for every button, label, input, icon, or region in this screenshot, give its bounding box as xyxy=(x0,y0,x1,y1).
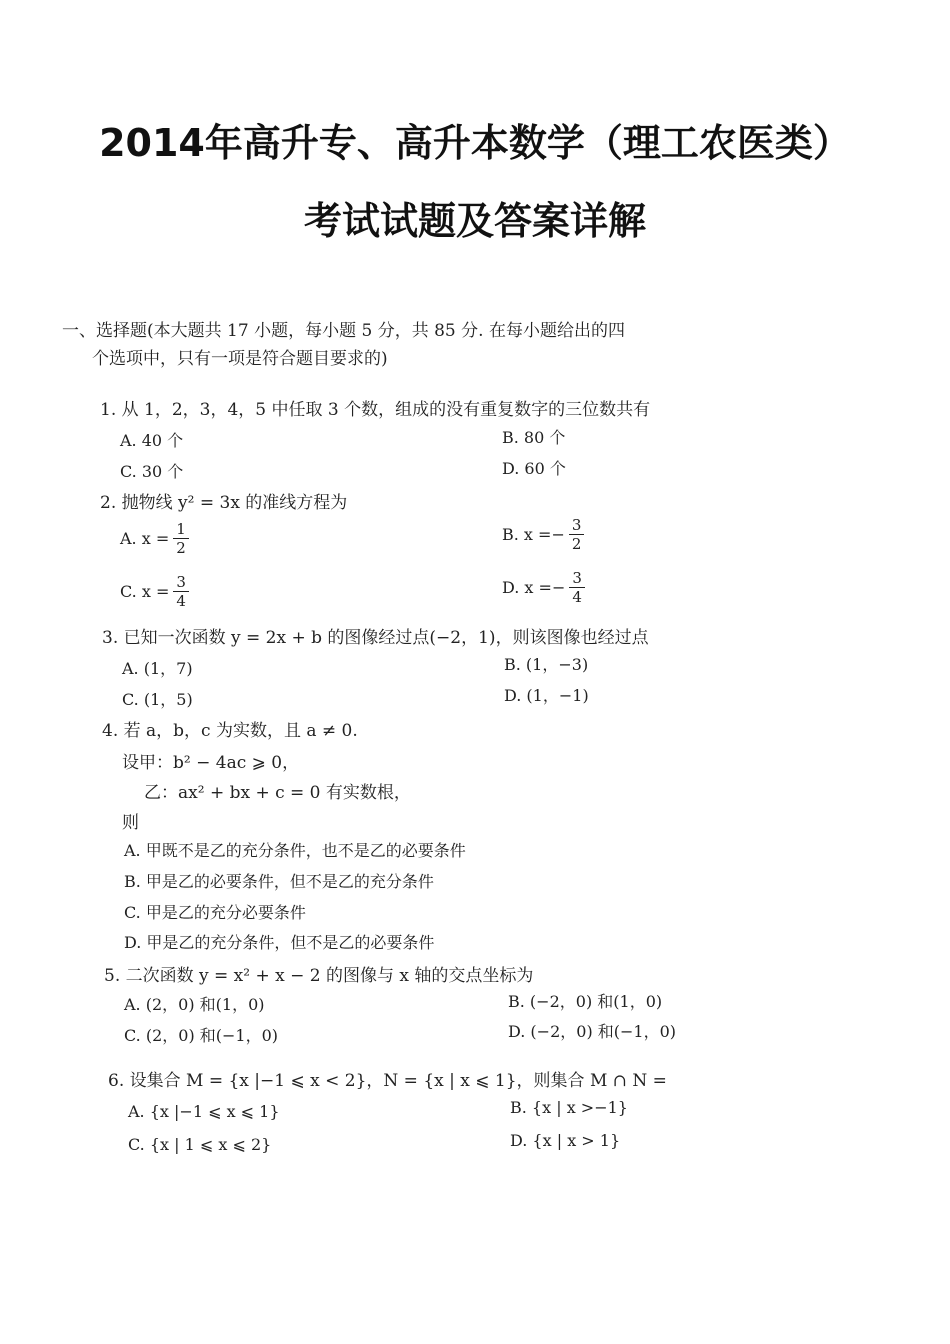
option-d-prefix: D. x =− xyxy=(502,578,566,597)
question-4-then: 则 xyxy=(122,813,139,833)
option-b-prefix: B. x =− xyxy=(502,525,565,544)
document-title-line1: 2014年高升专、高升本数学（理工农医类） xyxy=(99,121,851,165)
question-5-option-b: B. (−2，0) 和(1，0) xyxy=(508,992,663,1011)
numerator: 3 xyxy=(569,569,585,588)
denominator: 4 xyxy=(176,592,186,610)
question-6-stem: 6. 设集合 M = {x |−1 ⩽ x < 2}，N = {x | x ⩽ 1}，则集合 M ∩ N = xyxy=(108,1071,667,1091)
option-c-prefix: C. x = xyxy=(120,582,170,601)
question-2-option-b xyxy=(502,516,584,553)
question-4-stem: 4. 若 a，b，c 为实数，且 a ≠ 0. xyxy=(102,721,358,741)
denominator: 4 xyxy=(572,588,582,606)
question-3-stem: 3. 已知一次函数 y = 2x + b 的图像经过点(−2，1)，则该图像也经过点 xyxy=(102,628,649,648)
numerator: 3 xyxy=(173,573,189,592)
question-1-option-a: A. 40 个 xyxy=(120,431,184,450)
fraction xyxy=(569,569,585,606)
question-5-option-c: C. (2，0) 和(−1，0) xyxy=(124,1026,279,1045)
question-6-option-b: B. {x | x >−1} xyxy=(510,1098,628,1117)
question-4-condition-jia: 设甲：b² − 4ac ⩾ 0， xyxy=(122,753,300,773)
question-1-option-b: B. 80 个 xyxy=(502,428,566,447)
question-6-option-a: A. {x |−1 ⩽ x ⩽ 1} xyxy=(128,1102,280,1121)
fraction xyxy=(173,520,189,557)
question-6-option-d: D. {x | x > 1} xyxy=(510,1131,621,1150)
question-2-option-d xyxy=(502,569,585,606)
question-4-option-b: B. 甲是乙的必要条件，但不是乙的充分条件 xyxy=(124,872,434,891)
fraction xyxy=(569,516,585,553)
question-4-option-d: D. 甲是乙的充分条件，但不是乙的必要条件 xyxy=(124,933,435,952)
question-6-option-c: C. {x | 1 ⩽ x ⩽ 2} xyxy=(128,1135,272,1154)
denominator: 2 xyxy=(571,535,582,553)
question-5-option-d: D. (−2，0) 和(−1，0) xyxy=(508,1022,677,1041)
question-2-option-c xyxy=(120,573,189,610)
question-1-stem: 1. 从 1，2，3，4，5 中任取 3 个数，组成的没有重复数字的三位数共有 xyxy=(100,400,651,420)
question-1-option-d: D. 60 个 xyxy=(502,459,566,478)
numerator: 3 xyxy=(569,516,585,535)
section-heading-line2: 个选项中，只有一项是符合题目要求的) xyxy=(92,349,388,369)
question-4-option-c: C. 甲是乙的充分必要条件 xyxy=(124,903,306,922)
question-3-option-c: C. (1，5) xyxy=(122,690,193,709)
question-4-condition-yi: 乙：ax² + bx + c = 0 有实数根， xyxy=(144,783,411,803)
question-2-stem: 2. 抛物线 y² = 3x 的准线方程为 xyxy=(100,493,348,513)
denominator: 2 xyxy=(176,539,186,557)
question-3-option-b: B. (1，−3) xyxy=(504,655,589,674)
question-5-option-a: A. (2，0) 和(1，0) xyxy=(124,995,265,1014)
question-2-option-a xyxy=(120,520,189,557)
question-4-option-a: A. 甲既不是乙的充分条件，也不是乙的必要条件 xyxy=(124,841,466,860)
question-3-option-a: A. (1，7) xyxy=(122,659,193,678)
fraction xyxy=(173,573,189,610)
question-1-option-c: C. 30 个 xyxy=(120,462,184,481)
option-a-prefix: A. x = xyxy=(120,529,170,548)
question-5-stem: 5. 二次函数 y = x² + x − 2 的图像与 x 轴的交点坐标为 xyxy=(104,966,534,986)
question-3-option-d: D. (1，−1) xyxy=(504,686,589,705)
numerator: 1 xyxy=(173,520,189,539)
document-title-line2: 考试试题及答案详解 xyxy=(303,199,646,243)
section-heading-line1: 一、选择题(本大题共 17 小题，每小题 5 分，共 85 分. 在每小题给出的四 xyxy=(62,321,625,341)
